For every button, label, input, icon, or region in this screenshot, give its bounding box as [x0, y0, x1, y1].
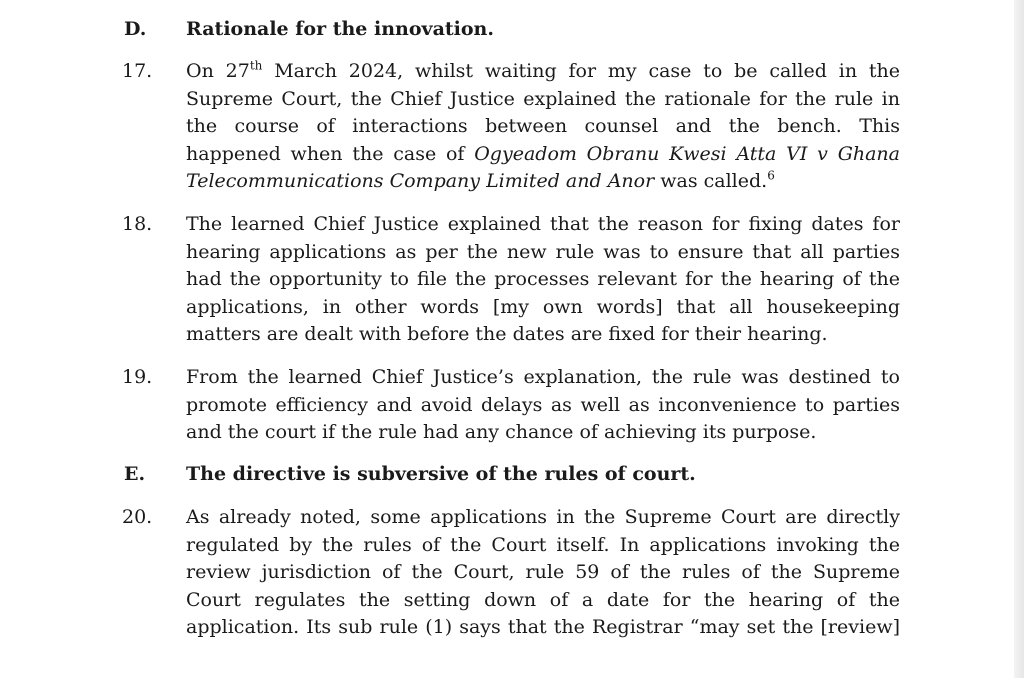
- paragraph-body: [186, 58, 900, 196]
- paragraph-body: [186, 211, 900, 349]
- paragraph-line: The learned Chief Justice explained that the reason for fixing dates for: [186, 213, 900, 235]
- paragraph-line: [186, 168, 900, 196]
- section-title: Rationale for the innovation.: [186, 18, 494, 40]
- section-label: D.: [124, 18, 147, 40]
- paragraph-line: Supreme Court, the Chief Justice explained the rationale for the rule in: [186, 87, 900, 110]
- paragraph-line: review jurisdiction of the Court, rule 59 of the rules of the Supreme: [186, 561, 900, 584]
- paragraph-line: As already noted, some applications in the Supreme Court are directly: [186, 506, 900, 528]
- paragraph-line: [186, 141, 900, 169]
- text-segment: On 27: [186, 60, 250, 82]
- paragraph-number: 20.: [122, 506, 153, 528]
- footnote-reference[interactable]: 6: [767, 169, 775, 184]
- paragraph-number: 18.: [122, 213, 153, 235]
- paragraph-line: applications, in other words [my own words] that all housekeeping: [186, 295, 900, 318]
- paragraph-number: 19.: [122, 366, 153, 388]
- paragraph-number: 17.: [122, 60, 153, 82]
- case-name-italic: Telecommunications Company Limited and Anor: [186, 170, 655, 193]
- paragraph-line: From the learned Chief Justice’s explanation, the rule was destined to: [186, 366, 900, 388]
- paragraph-line: hearing applications as per the new rule was to ensure that all parties: [186, 240, 900, 263]
- superscript: th: [249, 58, 263, 73]
- paragraph-line: Court regulates the setting down of a date for the hearing of the: [186, 588, 900, 611]
- paragraph-line: the course of interactions between counsel and the bench. This: [186, 115, 900, 138]
- section-label: E.: [124, 463, 146, 485]
- page-edge-shadow: [1014, 0, 1024, 678]
- section-title: The directive is subversive of the rules of court.: [186, 463, 696, 485]
- paragraph-body: [186, 364, 900, 447]
- paragraph-line: application. Its sub rule (1) says that the Registrar “may set the [review]: [186, 616, 900, 639]
- paragraph-line: [186, 58, 900, 86]
- paragraph-body: [186, 504, 900, 642]
- text-segment: March 2024, whilst waiting for my case to be called in the: [262, 60, 901, 82]
- text-segment: was called.: [654, 170, 768, 193]
- case-name-italic: Ogyeadom Obranu Kwesi Atta VI v Ghana: [474, 142, 900, 165]
- paragraph-line: had the opportunity to file the processes relevant for the hearing of the: [186, 268, 900, 291]
- paragraph-line: regulated by the rules of the Court itself. In applications invoking the: [186, 533, 900, 556]
- paragraph-line: promote efficiency and avoid delays as well as inconvenience to parties: [186, 393, 900, 416]
- paragraph-line: and the court if the rule had any chance of achieving its purpose.: [186, 421, 817, 444]
- paragraph-line: matters are dealt with before the dates are fixed for their hearing.: [186, 323, 828, 346]
- text-segment: happened when the case of: [186, 142, 475, 165]
